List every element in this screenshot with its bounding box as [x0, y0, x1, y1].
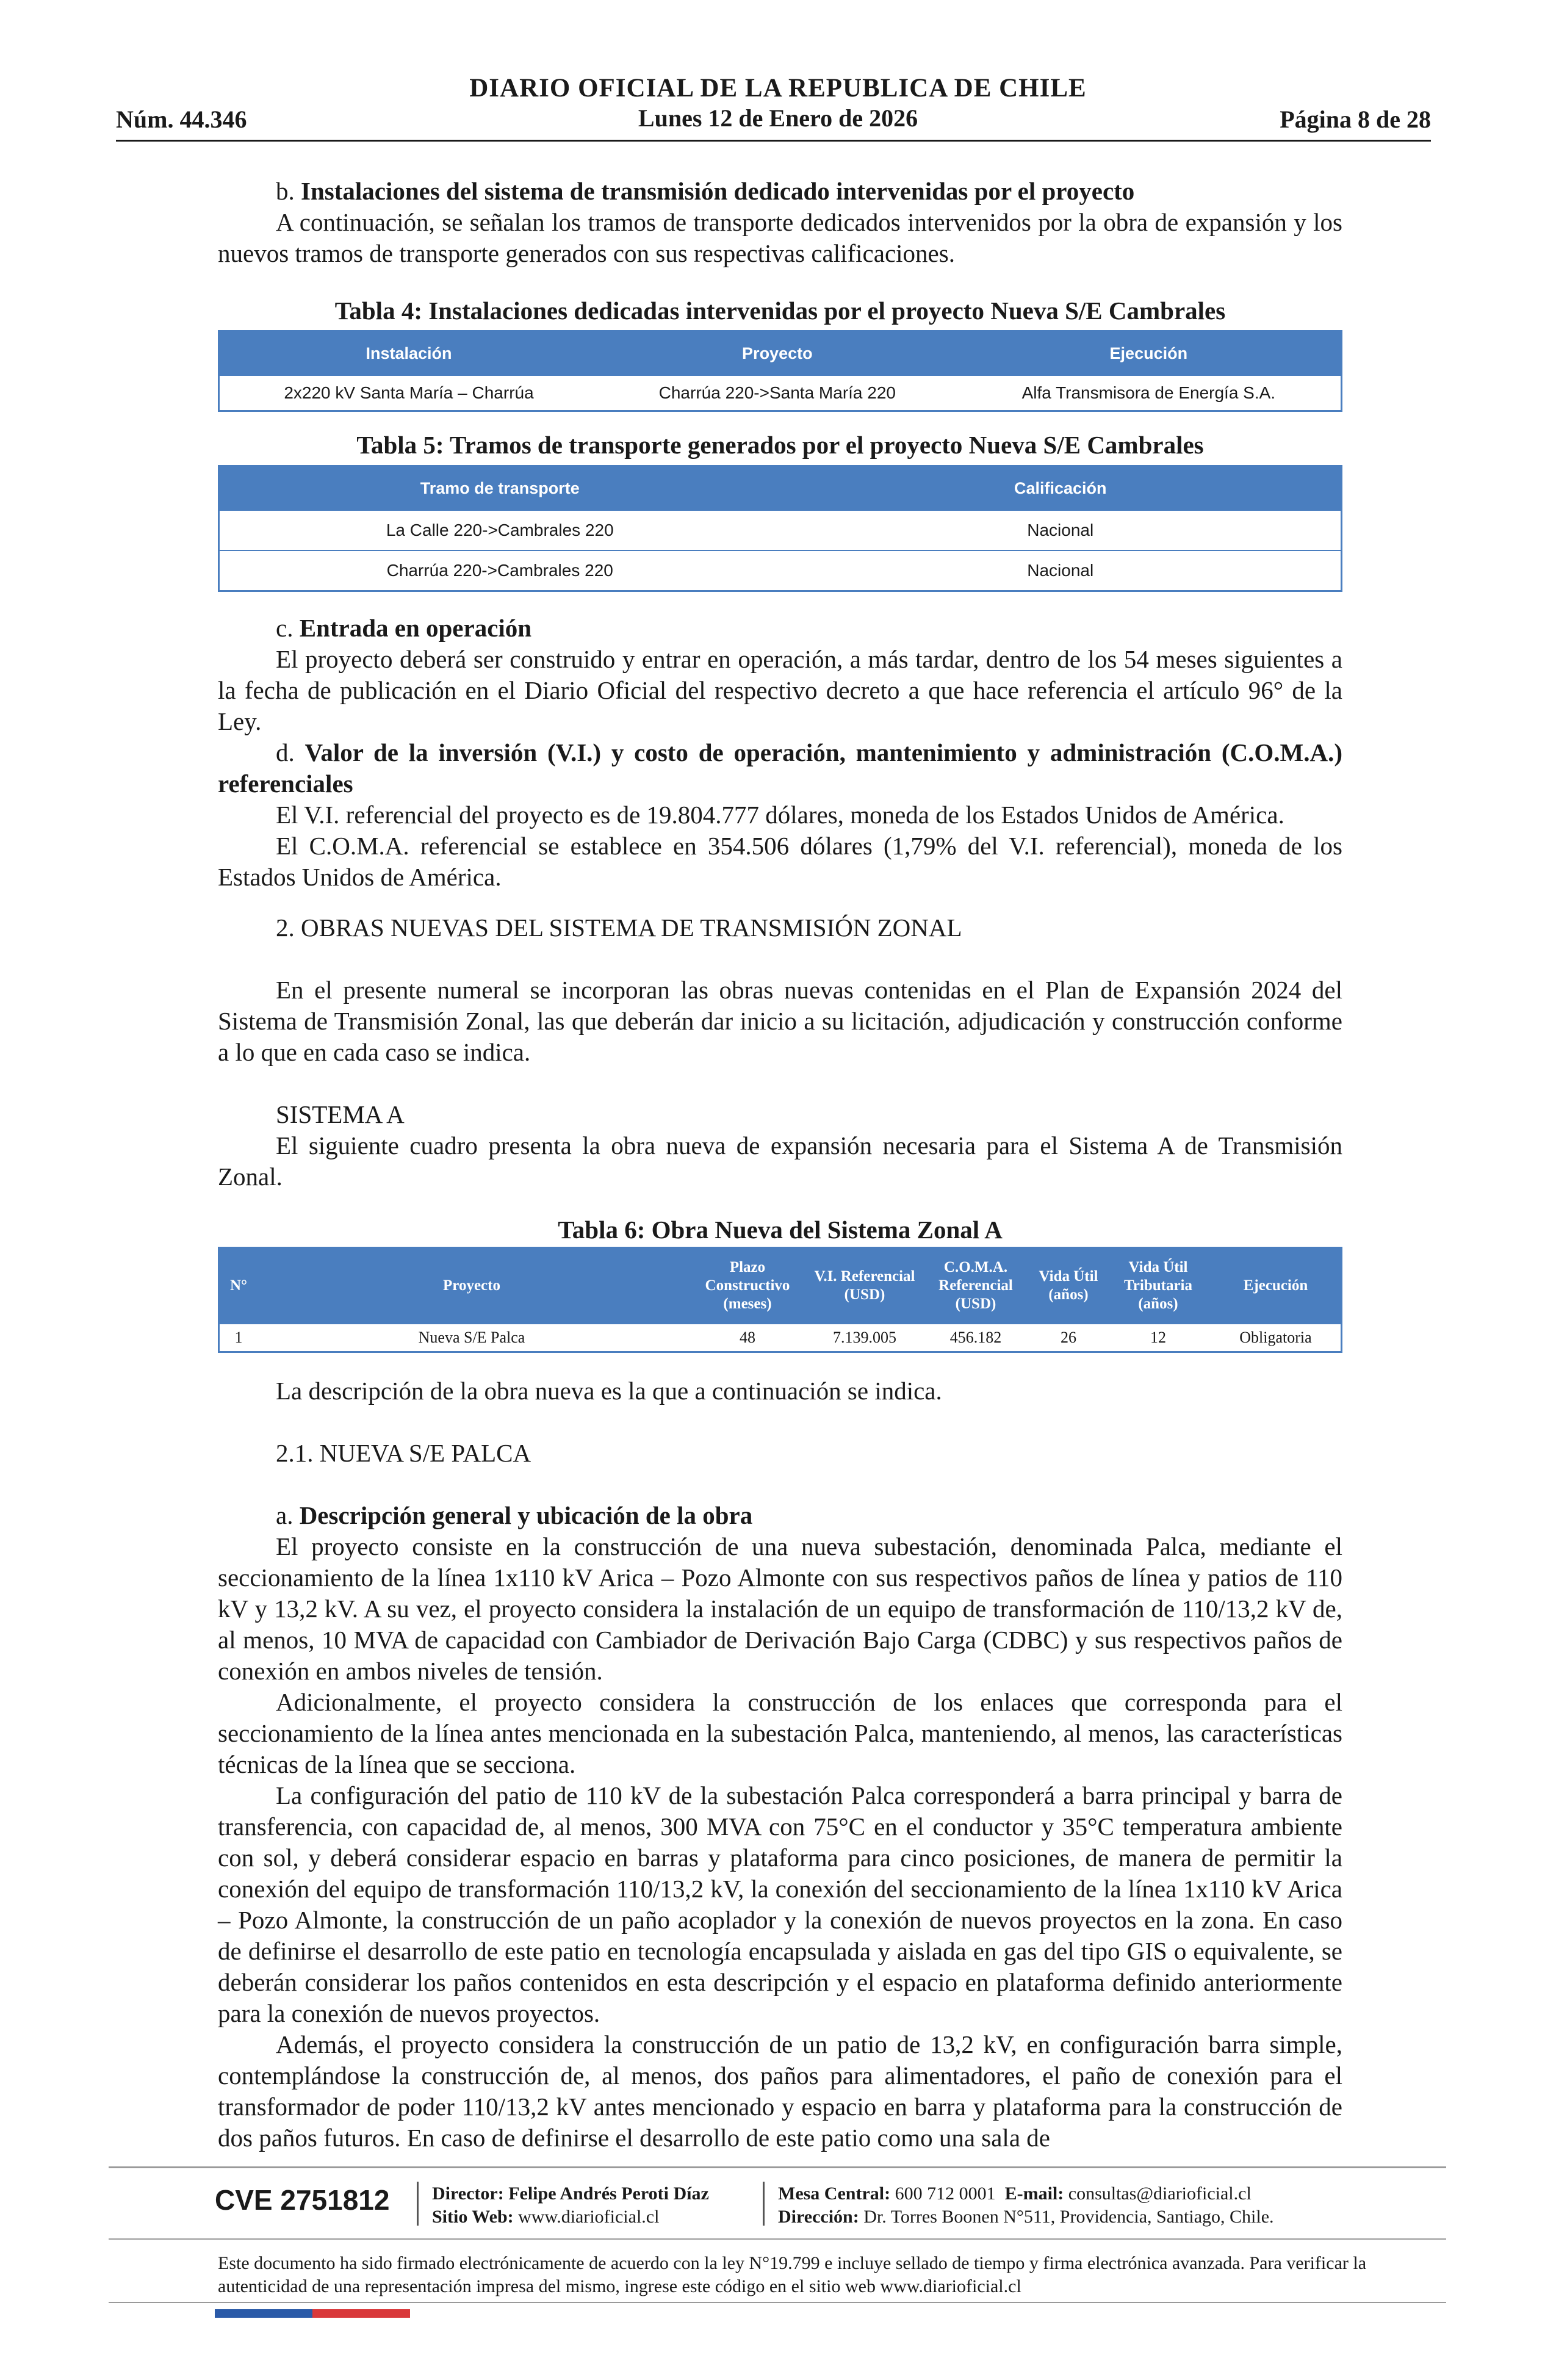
footer-separator — [417, 2182, 419, 2226]
section-2-text: En el presente numeral se incorporan las obras nuevas contenidas en el Plan de Expansión 2024 del Sistema de Transmisión Zonal, las que deberán dar inicio a su licitación, adjudicación y construcción conforme a lo que en cada caso se indica. — [218, 976, 1342, 1066]
table6 — [218, 1247, 1342, 1353]
section-2-1-heading: 2.1. NUEVA S/E PALCA — [276, 1439, 531, 1467]
footer-divider — [109, 2302, 1446, 2303]
section-d-text2: El C.O.M.A. referencial se establece en 354.506 dólares (1,79% del V.I. referencial), moneda de los Estados Unidos de América. — [218, 832, 1342, 891]
website-link[interactable]: www.diarioficial.cl — [518, 2207, 660, 2227]
table4-header-project: Proyecto — [598, 331, 957, 376]
page-number: Página 8 de 28 — [1280, 106, 1431, 133]
table5-caption: Tabla 5: Tramos de transporte generados por el proyecto Nueva S/E Cambrales — [356, 431, 1204, 459]
section-2-1-p1: El proyecto consiste en la construcción de una nueva subestación, denominada Palca, mediante el seccionamiento de la línea 1x110 kV Arica – Pozo Almonte con sus respectivos paños de línea y patios de 110 kV y 13,2 kV. A su vez, el proyecto considera la instalación de un equipo de transformación de 110/13,2 kV de, al menos, 10 MVA de capacidad con Cambiador de Derivación Bajo Carga (CDBC) y sus respectivos paños de conexión en ambos niveles de tensión. — [218, 1532, 1342, 1685]
footer-director-block: Director: Felipe Andrés Peroti Díaz Sitio Web: www.diarioficial.cl — [432, 2183, 709, 2227]
footer-divider — [109, 2166, 1446, 2168]
footer-separator — [763, 2182, 765, 2226]
sistema-a-heading: SISTEMA A — [276, 1100, 405, 1128]
table-row: 1 Nueva S/E Palca 48 7.139.005 456.182 26 12 Obligatoria — [219, 1324, 1342, 1352]
section-d-text1: El V.I. referencial del proyecto es de 19.804.777 dólares, moneda de los Estados Unidos de América. — [276, 801, 1284, 829]
section-c-d — [218, 613, 1342, 893]
table5-header-segment: Tramo de transporte — [219, 466, 780, 511]
table4-caption: Tabla 4: Instalaciones dedicadas intervenidas por el proyecto Nueva S/E Cambrales — [334, 297, 1226, 325]
section-b-text: A continuación, se señalan los tramos de transporte dedicados intervenidos por la obra de expansión y los nuevos tramos de transporte generados con sus respectivas calificaciones. — [218, 208, 1342, 267]
section-d-heading: d. Valor de la inversión (V.I.) y costo de operación, mantenimiento y administración (C.O.M.A.) referenciales — [218, 738, 1342, 798]
section-c-heading: c. Entrada en operación — [276, 614, 532, 642]
table6-caption: Tabla 6: Obra Nueva del Sistema Zonal A — [558, 1216, 1003, 1244]
table6-header-number: N° — [219, 1248, 258, 1324]
director-name: Felipe Andrés Peroti Díaz — [508, 2183, 709, 2204]
table-row: Charrúa 220->Cambrales 220 Nacional — [219, 550, 1342, 591]
table-row: La Calle 220->Cambrales 220 Nacional — [219, 510, 1342, 550]
phone-number: 600 712 0001 — [895, 2183, 996, 2204]
section-2-1 — [218, 1376, 1342, 2154]
section-2 — [218, 912, 1342, 1192]
section-2-1-p4: Además, el proyecto considera la construcción de un patio de 13,2 kV, en configuración barra simple, contemplándose la construcción de, al menos, dos paños para alimentadores, el paño de conexión para el transformador de poder 110/13,2 kV antes mencionado y espacio en barra y plataforma para la construcción de dos paños futuros. En caso de definirse el desarrollo de este patio como una sala de — [218, 2030, 1342, 2152]
table6-header-vi: V.I. Referencial (USD) — [809, 1248, 920, 1324]
header-divider — [116, 140, 1431, 142]
table5-header-rating: Calificación — [780, 466, 1342, 511]
footer-contact-block: Mesa Central: 600 712 0001 E-mail: consultas@diarioficial.cl Dirección: Dr. Torres Boonen N°511, Providencia, Santiago, Chile. — [778, 2183, 1274, 2227]
table4-header-installation: Instalación — [219, 331, 599, 376]
section-2-1-p2: Adicionalmente, el proyecto considera la construcción de los enlaces que corresponda para el seccionamiento de la línea antes mencionada en la subestación Palca, manteniendo, al menos, las características técnicas de la línea que se secciona. — [218, 1688, 1342, 1778]
section-2-1-a-heading: a. Descripción general y ubicación de la obra — [276, 1501, 753, 1529]
section-b — [218, 176, 1342, 269]
section-2-1-intro: La descripción de la obra nueva es la que a continuación se indica. — [276, 1377, 942, 1405]
address: Dr. Torres Boonen N°511, Providencia, Santiago, Chile. — [863, 2207, 1274, 2227]
section-c-text: El proyecto deberá ser construido y entrar en operación, a más tardar, dentro de los 54 meses siguientes a la fecha de publicación en el Diario Oficial del respectivo decreto a que hace referencia el artículo 96° de la Ley. — [218, 645, 1342, 735]
table4 — [218, 330, 1342, 412]
table6-header-tax-life: Vida Útil Tributaria (años) — [1106, 1248, 1211, 1324]
table-row: 2x220 kV Santa María – Charrúa Charrúa 220->Santa María 220 Alfa Transmisora de Energía S.A. — [219, 375, 1342, 411]
table6-header-execution: Ejecución — [1211, 1248, 1342, 1324]
publication-title: DIARIO OFICIAL DE LA REPUBLICA DE CHILE — [469, 74, 1087, 103]
publication-date: Lunes 12 de Enero de 2026 — [638, 104, 918, 132]
section-b-heading: b. Instalaciones del sistema de transmisión dedicado intervenidas por el proyecto — [276, 177, 1135, 205]
table5 — [218, 465, 1342, 592]
table6-header-term: Plazo Constructivo (meses) — [686, 1248, 809, 1324]
flag-red-bar — [312, 2309, 410, 2318]
table6-header-project: Proyecto — [258, 1248, 686, 1324]
footer-divider — [109, 2238, 1446, 2240]
issue-number: Núm. 44.346 — [116, 106, 247, 133]
email-link[interactable]: consultas@diarioficial.cl — [1068, 2183, 1252, 2204]
table6-header-coma: C.O.M.A. Referencial (USD) — [920, 1248, 1031, 1324]
sistema-a-text: El siguiente cuadro presenta la obra nueva de expansión necesaria para el Sistema A de Transmisión Zonal. — [218, 1131, 1342, 1191]
table4-header-execution: Ejecución — [957, 331, 1342, 376]
flag-blue-bar — [215, 2309, 312, 2318]
table6-header-life: Vida Útil (años) — [1031, 1248, 1106, 1324]
section-2-heading: 2. OBRAS NUEVAS DEL SISTEMA DE TRANSMISIÓN ZONAL — [276, 914, 962, 942]
section-2-1-p3: La configuración del patio de 110 kV de la subestación Palca corresponderá a barra principal y barra de transferencia, con capacidad de, al menos, 300 MVA con 75°C en el conductor y 35°C temperatura ambiente con sol, y deberá considerar espacio en barras y plataforma para cinco posiciones, de manera de permitir la conexión del equipo de transformación 110/13,2 kV, la conexión del seccionamiento de la línea 1x110 kV Arica – Pozo Almonte, la construcción de un paño acoplador y la conexión de nuevos proyectos en la zona. En caso de definirse el desarrollo de este patio en tecnología encapsulada y aislada en gas del tipo GIS o equivalente, se deberán considerar los paños contenidos en esta descripción y el espacio en plataforma definido anteriormente para la conexión de nuevos proyectos. — [218, 1781, 1342, 2027]
legal-notice: Este documento ha sido firmado electrónicamente de acuerdo con la ley N°19.799 e incluye sellado de tiempo y firma electrónica avanzada. Para verificar la autenticidad de una representación impresa del mismo, ingrese este código en el sitio web www.diarioficial.cl — [218, 2253, 1367, 2296]
cve-code: CVE 2751812 — [215, 2184, 390, 2216]
